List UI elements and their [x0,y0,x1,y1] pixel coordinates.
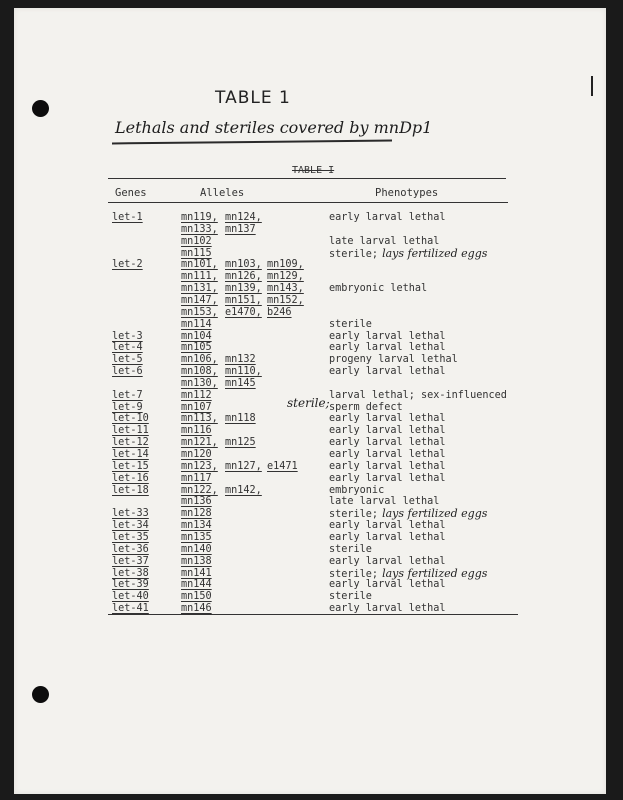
gene-name: let-4 [112,342,143,354]
allele: mn116 [181,425,212,437]
allele: mn140 [181,543,212,555]
phenotype-text: late larval lethal [329,235,440,247]
allele: mn115 [181,247,212,259]
phenotype-text: late larval lethal [329,496,440,508]
phenotype-text: early larval lethal [329,437,446,449]
allele: mn108, [181,366,218,378]
allele: mn106, [181,354,218,366]
phenotype [329,354,458,366]
phenotype [329,413,446,425]
allele: mn124, [225,212,262,223]
gene-name: let-16 [112,472,149,484]
allele: mn118 [225,413,256,425]
top-rule [108,178,506,179]
phenotype-text: early larval lethal [329,460,446,472]
phenotype [329,520,446,532]
allele: mn109, [267,259,304,271]
phenotype [329,437,446,449]
allele: e1471 [267,460,298,472]
header-alleles: Alleles [200,187,245,199]
phenotype [329,283,427,295]
gene-name: let-40 [112,591,149,603]
punch-hole-bottom [32,686,49,703]
gene-name: let-15 [112,460,149,472]
allele: mn112 [181,389,212,401]
allele: mn102 [181,235,212,247]
phenotype [329,532,446,544]
gene-name: let-10 [112,413,149,425]
gene-name: let-39 [112,579,149,591]
gene-name: let-14 [112,449,149,460]
gene-name: let-9 [112,401,143,413]
punch-hole-top [32,100,49,117]
phenotype-text: larval lethal; sex-influenced [329,389,507,401]
gene-name: let-3 [112,330,143,342]
phenotype-text: sterile [329,591,372,603]
phenotype-text: sterile [329,543,372,555]
phenotype-text: early larval lethal [329,531,446,543]
gene-name: let-5 [112,354,143,366]
gene-name: let-12 [112,437,149,449]
phenotype [329,236,439,248]
phenotype-text: early larval lethal [329,555,446,567]
gene-name: let-34 [112,520,149,532]
phenotype-text: early larval lethal [329,520,446,532]
allele: mn153, [181,306,218,318]
allele: mn113, [181,413,218,425]
phenotype-text: early larval lethal [329,330,446,342]
allele: mn119, [181,212,218,223]
allele: mn111, [181,271,218,283]
allele: mn121, [181,437,218,449]
handwritten-annotation: lays fertilized eggs [382,566,488,580]
phenotype-text: embryonic lethal [329,283,428,295]
allele: mn133, [181,223,218,235]
allele: mn123, [181,460,218,472]
gene-name: let-41 [112,603,149,615]
phenotype [329,485,384,497]
phenotype-text: sterile; [329,248,379,260]
header-rule [108,202,508,203]
allele: mn114 [181,318,212,330]
phenotype [329,248,487,261]
phenotype [329,331,446,343]
allele: mn152, [267,294,304,306]
phenotype [329,390,507,402]
allele: mn117 [181,472,212,484]
allele: mn120 [181,449,212,460]
margin-mark [591,76,593,96]
phenotype-text: early larval lethal [329,449,446,460]
allele: mn104 [181,330,212,342]
gene-name: let-35 [112,531,149,543]
phenotype [329,544,372,556]
handwritten-annotation: lays fertilized eggs [382,507,488,521]
handwritten-annotation: lays fertilized eggs [382,246,488,260]
phenotype-text: sperm defect [329,401,403,413]
typed-table-title: TABLE I [292,165,335,176]
phenotype [329,319,372,331]
allele: mn127, [225,460,262,472]
phenotype-text: early larval lethal [329,342,446,354]
allele: mn110, [225,366,262,378]
phenotype-text: early larval lethal [329,425,446,437]
allele: mn144 [181,579,212,591]
gene-name: let-37 [112,555,149,567]
allele: mn128 [181,508,212,520]
allele: mn141 [181,567,212,579]
allele: mn105 [181,342,212,354]
allele: mn131, [181,283,218,295]
phenotype [329,425,446,437]
phenotype-text: early larval lethal [329,366,446,378]
allele: mn122, [181,484,218,496]
phenotype-text: early larval lethal [329,579,446,591]
allele: mn138 [181,555,212,567]
allele: mn136 [181,496,212,508]
phenotype-text: embryonic [329,484,385,496]
allele: mn101, [181,259,218,271]
allele: mn139, [225,283,262,295]
allele: mn142, [225,484,262,496]
phenotype-text: early larval lethal [329,413,446,425]
allele: mn150 [181,591,212,603]
gene-name: let-33 [112,508,149,520]
phenotype-text: early larval lethal [329,472,446,484]
allele: mn135 [181,531,212,543]
phenotype [329,366,446,378]
phenotype [329,342,446,354]
header-genes: Genes [115,187,147,199]
phenotype-text: progeny larval lethal [329,354,458,366]
gene-name: let-6 [112,366,143,378]
gene-name: let-1 [112,212,143,223]
phenotype-text: sterile; [329,509,379,521]
phenotype [329,579,446,591]
allele: mn151, [225,294,262,306]
allele: mn129, [267,271,304,283]
phenotype [329,591,372,603]
phenotype [329,212,446,224]
allele: mn146 [181,603,212,615]
allele: mn125 [225,437,256,449]
gene-name: let-38 [112,567,149,579]
gene-name: let-2 [112,259,143,271]
allele: mn147, [181,294,218,306]
phenotype [329,556,446,568]
phenotype-text: early larval lethal [329,603,446,615]
allele: mn126, [225,271,262,283]
allele: mn143, [267,283,304,295]
handwritten-subtitle: Lethals and steriles covered by mnDp1 [115,118,433,137]
gene-name: let-36 [112,543,149,555]
allele: mn107 [181,401,212,413]
gene-name: let-18 [112,484,149,496]
bottom-rule [108,614,518,615]
handwritten-title: TABLE 1 [215,88,291,108]
margin-note: sterile; [287,396,330,410]
gene-name: let-7 [112,389,143,401]
phenotype-text: early larval lethal [329,212,446,223]
phenotype-text: sterile; [329,568,379,580]
allele: mn132 [225,354,256,366]
allele: mn103, [225,259,262,271]
phenotype [329,402,403,414]
phenotype [329,473,446,485]
phenotype [329,461,446,473]
allele: e1470, [225,306,262,318]
header-phenotypes: Phenotypes [375,187,439,199]
allele: b246 [267,306,292,318]
allele: mn130, [181,377,218,389]
phenotype [329,449,446,461]
gene-name: let-11 [112,425,149,437]
allele: mn134 [181,520,212,532]
allele: mn137 [225,223,256,235]
allele: mn145 [225,377,256,389]
phenotype-text: sterile [329,318,372,330]
